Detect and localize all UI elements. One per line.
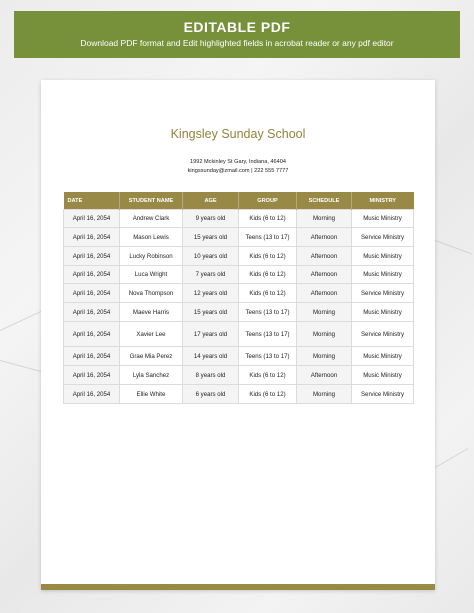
table-row <box>64 303 414 322</box>
cell-age[interactable]: 14 years old <box>183 347 239 366</box>
cell-ministry[interactable]: Music Ministry <box>352 247 414 266</box>
cell-group[interactable]: Teens (13 to 17) <box>239 303 297 322</box>
header-ministry: MINISTRY <box>352 192 414 210</box>
table-row <box>64 347 414 366</box>
cell-group[interactable]: Teens (13 to 17) <box>239 228 297 247</box>
schedule-table <box>63 192 414 404</box>
cell-date[interactable]: April 16, 2054 <box>64 210 120 228</box>
table-row <box>64 210 414 228</box>
cell-group[interactable]: Kids (6 to 12) <box>239 366 297 385</box>
marble-vein <box>0 360 44 373</box>
cell-schedule[interactable]: Morning <box>297 322 352 347</box>
table-header-row <box>64 192 414 210</box>
cell-age[interactable]: 9 years old <box>183 210 239 228</box>
cell-student-name[interactable]: Grae Mia Perez <box>120 347 183 366</box>
header-group: GROUP <box>239 192 297 210</box>
cell-date[interactable]: April 16, 2054 <box>64 247 120 266</box>
cell-schedule[interactable]: Afternoon <box>297 366 352 385</box>
cell-ministry[interactable]: Service Ministry <box>352 322 414 347</box>
document-page <box>41 80 435 590</box>
header-age: AGE <box>183 192 239 210</box>
cell-ministry[interactable]: Service Ministry <box>352 284 414 303</box>
table-row <box>64 284 414 303</box>
cell-student-name[interactable]: Nova Thompson <box>120 284 183 303</box>
cell-group[interactable]: Teens (13 to 17) <box>239 347 297 366</box>
cell-schedule[interactable]: Morning <box>297 303 352 322</box>
cell-age[interactable]: 15 years old <box>183 303 239 322</box>
cell-age[interactable]: 8 years old <box>183 366 239 385</box>
marble-vein <box>430 448 469 471</box>
cell-date[interactable]: April 16, 2054 <box>64 347 120 366</box>
table-row <box>64 247 414 266</box>
cell-date[interactable]: April 16, 2054 <box>64 266 120 284</box>
cell-group[interactable]: Kids (6 to 12) <box>239 266 297 284</box>
cell-schedule[interactable]: Afternoon <box>297 266 352 284</box>
cell-ministry[interactable]: Music Ministry <box>352 266 414 284</box>
cell-date[interactable]: April 16, 2054 <box>64 228 120 247</box>
cell-schedule[interactable]: Afternoon <box>297 228 352 247</box>
cell-group[interactable]: Kids (6 to 12) <box>239 385 297 404</box>
header-student-name: STUDENT NAME <box>120 192 183 210</box>
cell-date[interactable]: April 16, 2054 <box>64 322 120 347</box>
cell-ministry[interactable]: Music Ministry <box>352 366 414 385</box>
document-address: 1992 Mckinley St Gary, Indiana, 46404 <box>190 159 286 165</box>
cell-date[interactable]: April 16, 2054 <box>64 284 120 303</box>
cell-age[interactable]: 15 years old <box>183 228 239 247</box>
header-schedule: SCHEDULE <box>297 192 352 210</box>
document-title: Kingsley Sunday School <box>170 127 306 141</box>
cell-schedule[interactable]: Morning <box>297 347 352 366</box>
cell-schedule[interactable]: Afternoon <box>297 247 352 266</box>
table-row <box>64 322 414 347</box>
header-date: DATE <box>64 192 120 210</box>
cell-group[interactable]: Kids (6 to 12) <box>239 210 297 228</box>
cell-student-name[interactable]: Mason Lewis <box>120 228 183 247</box>
cell-ministry[interactable]: Service Ministry <box>352 228 414 247</box>
cell-date[interactable]: April 16, 2054 <box>64 385 120 404</box>
table-row <box>64 366 414 385</box>
cell-ministry[interactable]: Service Ministry <box>352 385 414 404</box>
cell-age[interactable]: 10 years old <box>183 247 239 266</box>
cell-age[interactable]: 7 years old <box>183 266 239 284</box>
cell-age[interactable]: 17 years old <box>183 322 239 347</box>
table-row <box>64 385 414 404</box>
cell-age[interactable]: 6 years old <box>183 385 239 404</box>
cell-ministry[interactable]: Music Ministry <box>352 303 414 322</box>
cell-schedule[interactable]: Morning <box>297 385 352 404</box>
cell-schedule[interactable]: Afternoon <box>297 284 352 303</box>
cell-student-name[interactable]: Xavier Lee <box>120 322 183 347</box>
cell-schedule[interactable]: Morning <box>297 210 352 228</box>
cell-age[interactable]: 12 years old <box>183 284 239 303</box>
cell-ministry[interactable]: Music Ministry <box>352 347 414 366</box>
cell-ministry[interactable]: Music Ministry <box>352 210 414 228</box>
cell-student-name[interactable]: Lyla Sanchez <box>120 366 183 385</box>
cell-group[interactable]: Teens (13 to 17) <box>239 322 297 347</box>
document-footer-bar <box>41 584 435 590</box>
banner-title: EDITABLE PDF <box>183 19 291 35</box>
cell-student-name[interactable]: Lucky Robinson <box>120 247 183 266</box>
cell-student-name[interactable]: Andrew Clark <box>120 210 183 228</box>
cell-date[interactable]: April 16, 2054 <box>64 366 120 385</box>
table-row <box>64 266 414 284</box>
cell-date[interactable]: April 16, 2054 <box>64 303 120 322</box>
editable-pdf-banner <box>14 11 460 58</box>
cell-student-name[interactable]: Maeve Harris <box>120 303 183 322</box>
cell-group[interactable]: Kids (6 to 12) <box>239 247 297 266</box>
cell-student-name[interactable]: Ellie White <box>120 385 183 404</box>
document-contact: kingssunday@zmail.com | 222 555 7777 <box>187 168 289 174</box>
banner-subtitle: Download PDF format and Edit highlighted fields in acrobat reader or any pdf editor <box>80 38 394 48</box>
cell-student-name[interactable]: Luca Wright <box>120 266 183 284</box>
cell-group[interactable]: Kids (6 to 12) <box>239 284 297 303</box>
table-row <box>64 228 414 247</box>
marble-vein <box>435 240 472 254</box>
